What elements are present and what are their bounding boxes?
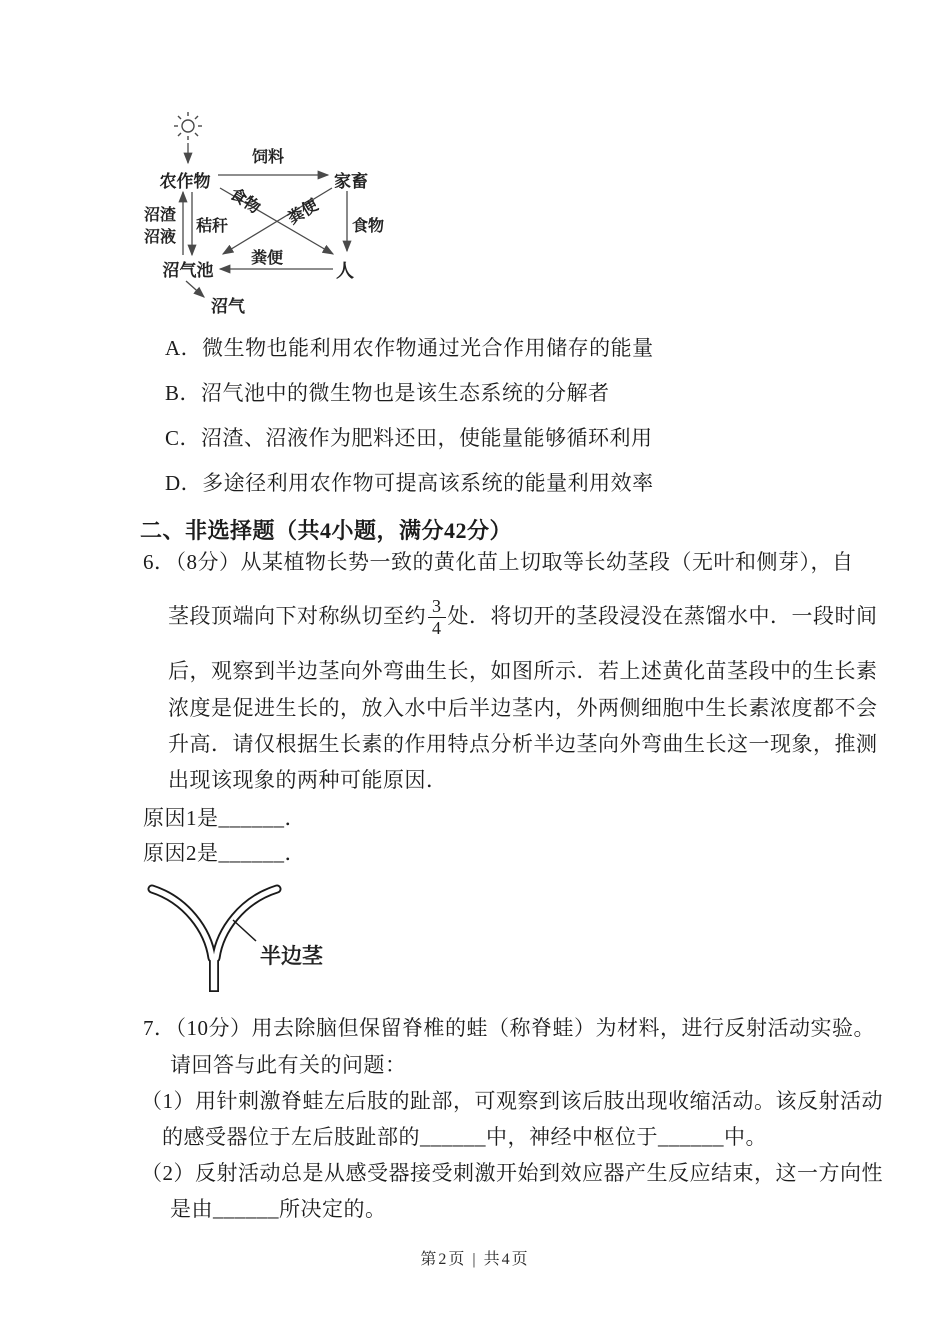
q6-line-2-pre: 茎段顶端向下对称纵切至约 — [168, 604, 426, 629]
q5-option-a: A．微生物也能利用农作物通过光合作用储存的能量 — [165, 336, 654, 360]
q6-line-5: 升高．请仅根据生长素的作用特点分析半边茎向外弯曲生长这一现象，推测 — [168, 732, 878, 756]
q6-line-3: 后，观察到半边茎向外弯曲生长，如图所示．若上述黄化苗茎段中的生长素 — [168, 659, 878, 683]
edge-label-manure-diagonal: 粪便 — [285, 196, 322, 228]
node-biogas: 沼气 — [211, 297, 245, 316]
half-stem-left-arm-outline — [152, 889, 212, 958]
node-crops: 农作物 — [159, 172, 211, 191]
q7-part1-line-2-blanks: 的感受器位于左后肢趾部的______中，神经中枢位于______中。 — [162, 1125, 767, 1149]
edge-label-manure-bottom: 粪便 — [250, 250, 284, 267]
half-stem-figure — [138, 868, 428, 1008]
edge-label-straw: 秸秆 — [195, 218, 229, 235]
edge-label-residue-1: 沼渣 — [143, 207, 177, 224]
q6-line-2 — [168, 592, 878, 642]
q5-option-c: C．沼渣、沼液作为肥料还田，使能量能够循环利用 — [165, 426, 653, 450]
ecosystem-diagram — [140, 105, 400, 320]
q6-line-1: 6．（8分）从某植物长势一致的黄化苗上切取等长幼茎段（无叶和侧芽），自 — [143, 550, 854, 574]
node-livestock: 家畜 — [334, 172, 368, 191]
page-footer: 第2页 | 共4页 — [420, 1251, 530, 1268]
edge-label-feed: 饲料 — [251, 149, 285, 166]
edge-label-food-diagonal: 食物 — [226, 185, 263, 218]
q6-reason-1-blank: 原因1是______． — [143, 806, 306, 830]
node-digester: 沼气池 — [162, 261, 214, 280]
half-stem-pointer-line — [233, 920, 256, 941]
edge-label-food-right: 食物 — [351, 218, 385, 235]
sun-icon — [174, 112, 202, 140]
q7-part2-line-1: （2）反射活动总是从感受器接受刺激开始到效应器产生反应结束，这一方向性 — [141, 1161, 883, 1185]
node-human: 人 — [336, 261, 354, 281]
q5-option-d: D．多途径利用农作物可提高该系统的能量利用效率 — [165, 471, 654, 495]
q6-fraction-denominator: 4 — [432, 617, 442, 638]
edge-label-residue-2: 沼液 — [143, 229, 177, 246]
half-stem-label: 半边茎 — [260, 944, 323, 968]
q6-fraction-numerator: 3 — [428, 597, 446, 618]
q6-reason-2-blank: 原因2是______． — [143, 841, 306, 865]
section-header: 二、非选择题（共4小题，满分42分） — [140, 518, 513, 543]
q6-line-6: 出现该现象的两种可能原因． — [168, 768, 448, 792]
q7-line-1: 7．（10分）用去除脑但保留脊椎的蛙（称脊蛙）为材料，进行反射活动实验。 — [143, 1016, 875, 1040]
q6-fraction-three-quarters — [428, 597, 446, 638]
q6-line-4: 浓度是促进生长的，放入水中后半边茎内，外两侧细胞中生长素浓度都不会 — [168, 696, 878, 720]
q7-part1-line-1: （1）用针刺激脊蛙左后肢的趾部，可观察到该后肢出现收缩活动。该反射活动 — [141, 1089, 883, 1113]
q5-option-b: B．沼气池中的微生物也是该生态系统的分解者 — [165, 381, 610, 405]
q7-line-2: 请回答与此有关的问题： — [170, 1053, 407, 1077]
arrow-digester-to-biogas — [186, 281, 204, 297]
q6-line-2-post: 处．将切开的茎段浸没在蒸馏水中．一段时间 — [447, 604, 878, 629]
q7-part2-line-2-blank: 是由______所决定的。 — [170, 1197, 387, 1221]
